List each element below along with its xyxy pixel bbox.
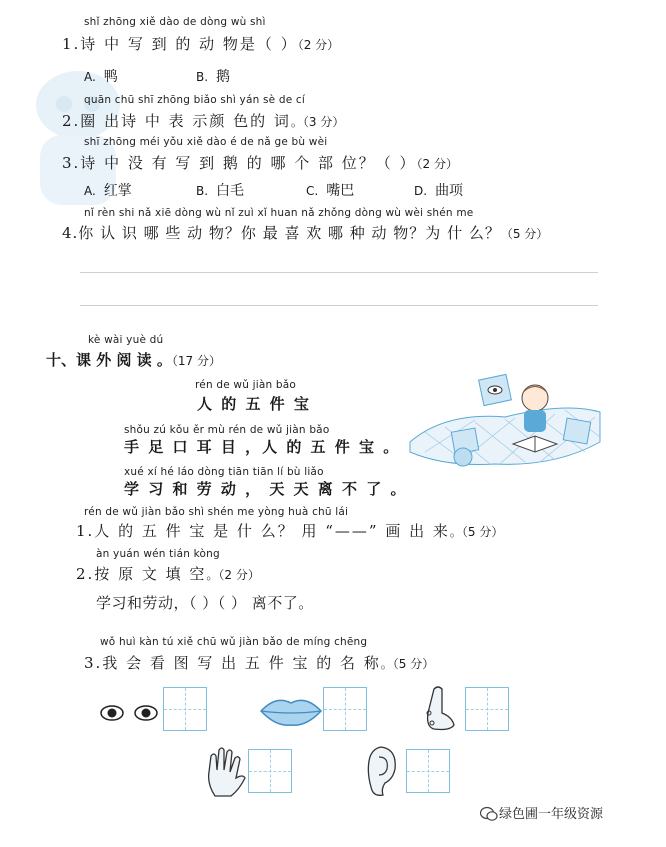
passage-title-pinyin: rén de wǔ jiàn bǎo [195,379,296,391]
q1-score: （2 分） [297,38,340,52]
q3-option-a[interactable]: A. 红掌 [84,183,132,199]
r3-score: 。（5 分） [380,657,435,671]
ear-icon [363,743,399,803]
q1-text [62,33,339,54]
r2-text [76,563,260,584]
answer-grid-hand[interactable] [248,749,292,793]
answer-grid-mouth[interactable] [323,687,367,731]
answer-grid-eyes-1[interactable] [163,687,207,731]
section-score: （17 分） [171,354,221,368]
q1-pinyin: shǐ zhōng xiě dào de dòng wù shì [84,16,266,28]
q4-pinyin: nǐ rèn shi nǎ xiē dòng wù nǐ zuì xǐ huan nǎ zhǒng dòng wù wèi shén me [84,207,474,219]
passage-line2: 学 习 和 劳 动 ， 天 天 离 不 了 。 [124,480,408,498]
r3-question: 3.我 会 看 图 写 出 五 件 宝 的 名 称 [84,654,381,672]
answer-line-1[interactable] [80,272,598,273]
q4-text [62,222,548,243]
r1-text [76,520,503,541]
q3-score: （2 分） [416,157,458,171]
mouth-icon [258,693,324,733]
r2-question: 2.按 原 文 填 空 [76,565,207,583]
section-label: 十、课 外 阅 读 。 [46,351,172,369]
watermark-text: 绿色圃一年级资源 [499,807,604,822]
r3-text [84,652,434,673]
r2-pinyin: àn yuán wén tián kòng [96,548,220,560]
passage-line1: 手 足 口 耳 目 ，人 的 五 件 宝 。 [124,438,401,456]
r2-score: 。（2 分） [206,568,260,582]
r1-question: 1.人 的 五 件 宝 是 什 么？ 用 “——” 画 出 来 [76,522,450,540]
reading-child-illustration [405,372,605,472]
passage-title: 人 的 五 件 宝 [197,395,311,413]
passage-line2-pinyin: xué xí hé láo dòng tiān tiān lí bù liǎo [124,466,324,478]
eyes-icon [98,698,162,732]
hand-icon [203,744,247,804]
passage-line1-pinyin: shǒu zú kǒu ěr mù rén de wǔ jiàn bǎo [124,424,330,436]
q2-pinyin: quān chū shī zhōng biǎo shì yán sè de cí [84,94,306,106]
answer-line-2[interactable] [80,305,598,306]
r3-pinyin: wǒ huì kàn tú xiě chū wǔ jiàn bǎo de míng chēng [100,636,368,648]
q4-score: （5 分） [500,227,549,241]
wechat-icon [480,806,498,826]
q3-text [62,152,458,173]
q2-question: 2.圈 出诗 中 表 示颜 色的 词 [62,112,291,130]
q3-question: 3.诗 中 没 有 写 到 鹅 的 哪 个 部 位？（ ） [62,154,417,172]
q3-option-b[interactable]: B. 白毛 [196,183,245,199]
q2-score: 。（3 分） [290,115,345,129]
q1-option-a[interactable]: A. 鸭 [84,69,118,85]
foot-icon [420,683,460,737]
q3-pinyin: shī zhōng méi yǒu xiě dào é de nǎ ge bù wèi [84,136,328,148]
answer-grid-ear[interactable] [406,749,450,793]
r1-pinyin: rén de wǔ jiàn bǎo shì shén me yòng huà chū lái [84,506,349,518]
q2-text [62,110,344,131]
r1-score: 。（5 分） [449,525,504,539]
q1-question: 1.诗 中 写 到 的 动 物是（ ） [62,35,298,53]
q4-question: 4.你 认 识 哪 些 动 物？你 最 喜 欢 哪 种 动 物？为 什 么？ [62,224,501,242]
answer-grid-foot[interactable] [465,687,509,731]
q3-option-c[interactable]: C. 嘴巴 [306,183,355,199]
section-pinyin: kè wài yuè dú [88,334,164,346]
q1-option-b[interactable]: B. 鹅 [196,69,231,85]
q3-option-d[interactable]: D. 曲项 [414,183,464,199]
r2-fill-blank[interactable]: 学习和劳动，（ ）（ ） 离不了。 [96,594,314,612]
section-heading [46,349,221,370]
